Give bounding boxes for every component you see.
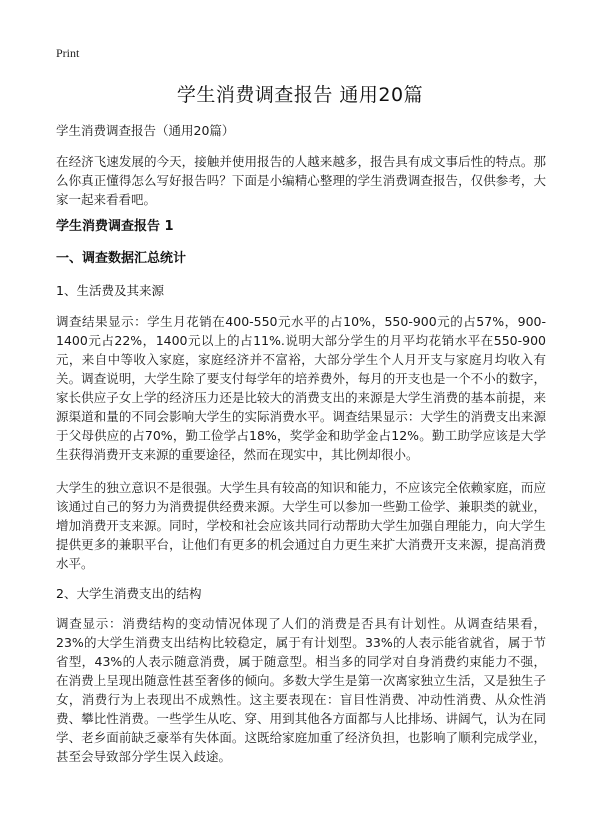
part-heading: 一、调查数据汇总统计	[56, 251, 187, 266]
subsection-heading-2: 2、大学生消费支出的结构	[56, 586, 202, 601]
document-subtitle: 学生消费调查报告（通用20篇）	[56, 123, 235, 138]
paragraph-spending-structure: 调查显示：消费结构的变动情况体现了人们的消费是否具有计划性。从调查结果看，23%的大学生消费支出结构比较稳定，属于有计划型。33%的人表示能省就省，属于节省型，43%的人表示随意消费，属于随意型。相当多的同学对自身消费约束能力不强，在消费上呈现出随意性甚至奢侈的倾向。多数大学生是第一次离家独立生活，又是独生子女，消费行为上表现出不成熟性。这主要表现在：盲目性消费、冲动性消费、从众性消费、攀比性消费。一些学生从吃、穿、用到其他各方面都与人比排场、讲阔气，认为在同学、老乡面前缺乏豪举有失体面。这既给家庭加重了经济负担，也影响了顺利完成学业，甚至会导致部分学生误入歧途。	[56, 616, 546, 764]
paragraph-independence: 大学生的独立意识不是很强。大学生具有较高的知识和能力，不应该完全依赖家庭，而应该通过自己的努力为消费提供经费来源。大学生可以参加一些勤工俭学、兼职类的就业，增加消费开支来源。同时，学校和社会应该共同行动帮助大学生加强自理能力，向大学生提供更多的兼职平台，让他们有更多的机会通过自力更生来扩大消费开支来源，提高消费水平。	[56, 480, 546, 571]
intro-paragraph: 在经济飞速发展的今天，接触并使用报告的人越来越多，报告具有成文事后性的特点。那么你真正懂得怎么写好报告吗？下面是小编精心整理的学生消费调查报告，仅供参考，大家一起来看看吧。	[56, 154, 546, 207]
section-title: 学生消费调查报告 1	[56, 219, 174, 234]
subsection-heading-1: 1、生活费及其来源	[56, 283, 164, 298]
document-title: 学生消费调查报告 通用20篇	[176, 84, 424, 106]
print-label: Print	[56, 46, 80, 60]
paragraph-living-expenses: 调查结果显示：学生月花销在400-550元水平的占10%，550-900元的占57%，900-1400元占22%，1400元以上的占11%.说明大部分学生的月平均花销水平在550-900元，来自中等收入家庭，家庭经济并不富裕，大部分学生个人月开支与家庭月均收入有关。调查说明，大学生除了要支付每学年的培养费外，每月的开支也是一个不小的数字，家长供应子女上学的经济压力还是比较大的消费支出的来源是大学生消费的基本前提，来源渠道和量的不同会影响大学生的实际消费水平。调查结果显示：大学生的消费支出来源于父母供应的占70%，勤工俭学占18%，奖学金和助学金占12%。勤工助学应该是大学生获得消费开支来源的重要途径，然而在现实中，其比例却很小。	[56, 314, 546, 462]
